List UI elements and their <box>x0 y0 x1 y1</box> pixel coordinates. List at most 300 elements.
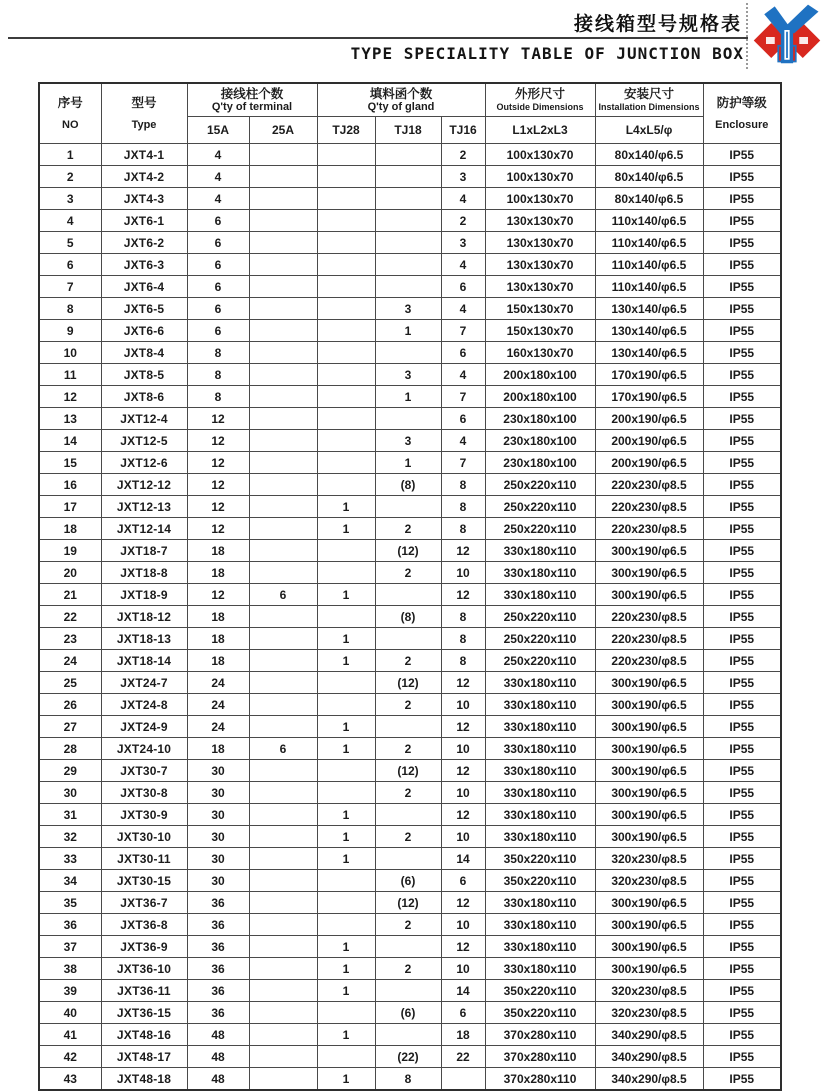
terminal-25a-cell <box>249 870 317 892</box>
col-header-gland-group <box>317 83 485 117</box>
outside-dim-cell: 330x180x110 <box>485 672 595 694</box>
table-row <box>39 276 781 298</box>
type-cell: JXT24-8 <box>101 694 187 716</box>
no-cell: 4 <box>39 210 101 232</box>
gland-tj16-cell: 12 <box>441 760 485 782</box>
gland-tj28-cell: 1 <box>317 804 375 826</box>
enclosure-cell: IP55 <box>703 1068 781 1091</box>
install-dim-cell: 110x140/φ6.5 <box>595 254 703 276</box>
title-divider-line <box>8 37 748 39</box>
terminal-25a-cell <box>249 1002 317 1024</box>
outside-dim-cell: 350x220x110 <box>485 980 595 1002</box>
install-dim-cell: 110x140/φ6.5 <box>595 210 703 232</box>
gland-tj28-cell: 1 <box>317 518 375 540</box>
gland-tj18-cell: 8 <box>375 1068 441 1091</box>
type-cell: JXT18-13 <box>101 628 187 650</box>
type-cell: JXT36-7 <box>101 892 187 914</box>
gland-tj18-cell: 3 <box>375 298 441 320</box>
terminal-15a-cell: 6 <box>187 210 249 232</box>
outside-dim-cell: 100x130x70 <box>485 144 595 166</box>
logo-separator-dotted-line <box>746 3 748 69</box>
type-cell: JXT12-14 <box>101 518 187 540</box>
enclosure-cell: IP55 <box>703 210 781 232</box>
table-row <box>39 386 781 408</box>
gland-tj18-cell <box>375 848 441 870</box>
gland-tj28-cell <box>317 540 375 562</box>
terminal-25a-cell <box>249 782 317 804</box>
install-dim-cell: 80x140/φ6.5 <box>595 144 703 166</box>
terminal-25a-cell <box>249 936 317 958</box>
terminal-15a-cell: 4 <box>187 188 249 210</box>
col-header-15a: 15A <box>187 117 249 144</box>
terminal-25a-cell <box>249 342 317 364</box>
no-cell: 9 <box>39 320 101 342</box>
enclosure-cell: IP55 <box>703 1024 781 1046</box>
terminal-25a-cell <box>249 144 317 166</box>
terminal-25a-cell <box>249 408 317 430</box>
outside-dim-cell: 230x180x100 <box>485 430 595 452</box>
gland-tj16-cell: 3 <box>441 166 485 188</box>
type-cell: JXT6-2 <box>101 232 187 254</box>
outside-dim-cell: 200x180x100 <box>485 364 595 386</box>
outside-dim-cell: 330x180x110 <box>485 892 595 914</box>
gland-tj28-cell <box>317 166 375 188</box>
gland-tj16-cell: 2 <box>441 144 485 166</box>
terminal-15a-cell: 24 <box>187 672 249 694</box>
gland-tj18-cell <box>375 254 441 276</box>
enclosure-cell: IP55 <box>703 738 781 760</box>
enclosure-cell: IP55 <box>703 584 781 606</box>
gland-tj18-cell: 3 <box>375 364 441 386</box>
gland-tj28-cell <box>317 298 375 320</box>
terminal-25a-cell <box>249 716 317 738</box>
col-header-type-cn: 型号 <box>131 95 157 110</box>
gland-tj16-cell: 18 <box>441 1024 485 1046</box>
install-dim-cell: 170x190/φ6.5 <box>595 386 703 408</box>
col-header-enclosure <box>703 83 781 144</box>
terminal-15a-cell: 6 <box>187 320 249 342</box>
gland-tj28-cell: 1 <box>317 1024 375 1046</box>
type-cell: JXT36-11 <box>101 980 187 1002</box>
gland-tj18-cell: 2 <box>375 738 441 760</box>
no-cell: 33 <box>39 848 101 870</box>
install-dim-cell: 200x190/φ6.5 <box>595 452 703 474</box>
type-cell: JXT6-5 <box>101 298 187 320</box>
terminal-15a-cell: 8 <box>187 364 249 386</box>
no-cell: 11 <box>39 364 101 386</box>
terminal-25a-cell <box>249 606 317 628</box>
col-header-tj16: TJ16 <box>441 117 485 144</box>
no-cell: 5 <box>39 232 101 254</box>
table-row <box>39 760 781 782</box>
gland-tj18-cell <box>375 496 441 518</box>
type-cell: JXT30-7 <box>101 760 187 782</box>
outside-dim-cell: 230x180x100 <box>485 452 595 474</box>
gland-tj16-cell: 12 <box>441 892 485 914</box>
terminal-15a-cell: 30 <box>187 760 249 782</box>
col-header-terminal-en: Q'ty of terminal <box>211 101 293 113</box>
terminal-15a-cell: 18 <box>187 738 249 760</box>
table-row <box>39 958 781 980</box>
terminal-15a-cell: 12 <box>187 452 249 474</box>
terminal-25a-cell <box>249 166 317 188</box>
install-dim-cell: 300x190/φ6.5 <box>595 804 703 826</box>
gland-tj28-cell <box>317 144 375 166</box>
outside-dim-cell: 330x180x110 <box>485 914 595 936</box>
install-dim-cell: 340x290/φ8.5 <box>595 1024 703 1046</box>
col-header-no <box>39 83 101 144</box>
gland-tj28-cell <box>317 408 375 430</box>
gland-tj28-cell <box>317 606 375 628</box>
install-dim-cell: 300x190/φ6.5 <box>595 782 703 804</box>
gland-tj16-cell: 8 <box>441 518 485 540</box>
gland-tj16-cell: 12 <box>441 936 485 958</box>
gland-tj18-cell: 2 <box>375 562 441 584</box>
gland-tj16-cell: 4 <box>441 188 485 210</box>
outside-dim-cell: 250x220x110 <box>485 606 595 628</box>
terminal-15a-cell: 30 <box>187 804 249 826</box>
install-dim-cell: 300x190/φ6.5 <box>595 584 703 606</box>
page-title-english: TYPE SPECIALITY TABLE OF JUNCTION BOX <box>350 44 744 63</box>
terminal-25a-cell <box>249 276 317 298</box>
enclosure-cell: IP55 <box>703 826 781 848</box>
install-dim-cell: 320x230/φ8.5 <box>595 980 703 1002</box>
enclosure-cell: IP55 <box>703 188 781 210</box>
gland-tj28-cell <box>317 892 375 914</box>
terminal-25a-cell <box>249 188 317 210</box>
table-row <box>39 342 781 364</box>
enclosure-cell: IP55 <box>703 694 781 716</box>
gland-tj18-cell: (22) <box>375 1046 441 1068</box>
gland-tj28-cell <box>317 562 375 584</box>
no-cell: 32 <box>39 826 101 848</box>
gland-tj18-cell <box>375 584 441 606</box>
col-header-l1xl2xl3: L1xL2xL3 <box>485 117 595 144</box>
enclosure-cell: IP55 <box>703 386 781 408</box>
gland-tj28-cell <box>317 672 375 694</box>
enclosure-cell: IP55 <box>703 474 781 496</box>
gland-tj18-cell: (12) <box>375 672 441 694</box>
type-cell: JXT30-8 <box>101 782 187 804</box>
no-cell: 25 <box>39 672 101 694</box>
terminal-25a-cell <box>249 496 317 518</box>
gland-tj16-cell: 6 <box>441 870 485 892</box>
terminal-25a-cell <box>249 760 317 782</box>
terminal-15a-cell: 4 <box>187 166 249 188</box>
outside-dim-cell: 160x130x70 <box>485 342 595 364</box>
no-cell: 24 <box>39 650 101 672</box>
outside-dim-cell: 330x180x110 <box>485 694 595 716</box>
type-cell: JXT30-11 <box>101 848 187 870</box>
terminal-25a-cell <box>249 1068 317 1091</box>
no-cell: 41 <box>39 1024 101 1046</box>
table-row <box>39 782 781 804</box>
install-dim-cell: 220x230/φ8.5 <box>595 628 703 650</box>
no-cell: 23 <box>39 628 101 650</box>
outside-dim-cell: 230x180x100 <box>485 408 595 430</box>
gland-tj16-cell: 8 <box>441 474 485 496</box>
type-cell: JXT36-15 <box>101 1002 187 1024</box>
install-dim-cell: 300x190/φ6.5 <box>595 716 703 738</box>
terminal-25a-cell <box>249 1046 317 1068</box>
gland-tj18-cell: (12) <box>375 540 441 562</box>
enclosure-cell: IP55 <box>703 254 781 276</box>
col-header-install-cn: 安装尺寸 <box>623 86 674 101</box>
table-row <box>39 188 781 210</box>
terminal-15a-cell: 36 <box>187 980 249 1002</box>
terminal-15a-cell: 8 <box>187 386 249 408</box>
table-row <box>39 716 781 738</box>
table-row <box>39 848 781 870</box>
gland-tj18-cell <box>375 166 441 188</box>
terminal-25a-cell <box>249 672 317 694</box>
no-cell: 19 <box>39 540 101 562</box>
table-row <box>39 562 781 584</box>
enclosure-cell: IP55 <box>703 892 781 914</box>
enclosure-cell: IP55 <box>703 364 781 386</box>
install-dim-cell: 300x190/φ6.5 <box>595 936 703 958</box>
type-cell: JXT24-7 <box>101 672 187 694</box>
enclosure-cell: IP55 <box>703 342 781 364</box>
gland-tj16-cell: 12 <box>441 716 485 738</box>
terminal-25a-cell <box>249 958 317 980</box>
enclosure-cell: IP55 <box>703 408 781 430</box>
gland-tj18-cell <box>375 342 441 364</box>
gland-tj18-cell <box>375 804 441 826</box>
terminal-25a-cell <box>249 452 317 474</box>
col-header-l4xl5-phi: L4xL5/φ <box>595 117 703 144</box>
gland-tj28-cell <box>317 386 375 408</box>
install-dim-cell: 340x290/φ8.5 <box>595 1046 703 1068</box>
gland-tj16-cell: 6 <box>441 408 485 430</box>
col-header-enclosure-cn: 防护等级 <box>716 95 767 110</box>
gland-tj16-cell: 7 <box>441 320 485 342</box>
outside-dim-cell: 370x280x110 <box>485 1024 595 1046</box>
outside-dim-cell: 250x220x110 <box>485 650 595 672</box>
gland-tj16-cell: 12 <box>441 672 485 694</box>
table-row <box>39 364 781 386</box>
junction-box-spec-table <box>38 82 782 1091</box>
terminal-15a-cell: 36 <box>187 892 249 914</box>
terminal-15a-cell: 30 <box>187 826 249 848</box>
table-row <box>39 474 781 496</box>
gland-tj28-cell <box>317 188 375 210</box>
gland-tj16-cell: 14 <box>441 848 485 870</box>
col-header-install-en: Installation Dimensions <box>598 102 700 112</box>
terminal-25a-cell: 6 <box>249 584 317 606</box>
no-cell: 12 <box>39 386 101 408</box>
terminal-25a-cell <box>249 826 317 848</box>
col-header-gland-cn: 填料函个数 <box>369 86 433 101</box>
no-cell: 29 <box>39 760 101 782</box>
gland-tj16-cell: 10 <box>441 958 485 980</box>
gland-tj18-cell: (12) <box>375 892 441 914</box>
gland-tj28-cell <box>317 232 375 254</box>
gland-tj28-cell: 1 <box>317 496 375 518</box>
terminal-15a-cell: 6 <box>187 254 249 276</box>
terminal-15a-cell: 12 <box>187 584 249 606</box>
install-dim-cell: 200x190/φ6.5 <box>595 430 703 452</box>
table-row <box>39 540 781 562</box>
no-cell: 42 <box>39 1046 101 1068</box>
no-cell: 13 <box>39 408 101 430</box>
no-cell: 20 <box>39 562 101 584</box>
no-cell: 38 <box>39 958 101 980</box>
enclosure-cell: IP55 <box>703 430 781 452</box>
enclosure-cell: IP55 <box>703 980 781 1002</box>
gland-tj28-cell <box>317 276 375 298</box>
gland-tj16-cell: 8 <box>441 628 485 650</box>
no-cell: 6 <box>39 254 101 276</box>
terminal-25a-cell <box>249 848 317 870</box>
terminal-25a-cell <box>249 364 317 386</box>
gland-tj16-cell: 2 <box>441 210 485 232</box>
table-row <box>39 936 781 958</box>
gland-tj18-cell: 1 <box>375 452 441 474</box>
no-cell: 28 <box>39 738 101 760</box>
gland-tj16-cell: 4 <box>441 254 485 276</box>
type-cell: JXT4-3 <box>101 188 187 210</box>
no-cell: 8 <box>39 298 101 320</box>
table-row <box>39 1024 781 1046</box>
no-cell: 7 <box>39 276 101 298</box>
install-dim-cell: 200x190/φ6.5 <box>595 408 703 430</box>
outside-dim-cell: 330x180x110 <box>485 958 595 980</box>
install-dim-cell: 300x190/φ6.5 <box>595 958 703 980</box>
outside-dim-cell: 350x220x110 <box>485 1002 595 1024</box>
type-cell: JXT6-4 <box>101 276 187 298</box>
terminal-25a-cell <box>249 298 317 320</box>
type-cell: JXT12-13 <box>101 496 187 518</box>
terminal-15a-cell: 30 <box>187 870 249 892</box>
terminal-15a-cell: 36 <box>187 1002 249 1024</box>
terminal-15a-cell: 48 <box>187 1046 249 1068</box>
gland-tj28-cell <box>317 914 375 936</box>
install-dim-cell: 80x140/φ6.5 <box>595 166 703 188</box>
enclosure-cell: IP55 <box>703 914 781 936</box>
terminal-15a-cell: 18 <box>187 562 249 584</box>
table-row <box>39 430 781 452</box>
terminal-15a-cell: 48 <box>187 1024 249 1046</box>
gland-tj18-cell <box>375 936 441 958</box>
table-row <box>39 826 781 848</box>
terminal-25a-cell <box>249 980 317 1002</box>
gland-tj16-cell: 12 <box>441 584 485 606</box>
enclosure-cell: IP55 <box>703 606 781 628</box>
outside-dim-cell: 250x220x110 <box>485 474 595 496</box>
gland-tj16-cell: 10 <box>441 562 485 584</box>
table-row <box>39 892 781 914</box>
terminal-15a-cell: 36 <box>187 958 249 980</box>
type-cell: JXT36-9 <box>101 936 187 958</box>
terminal-25a-cell: 6 <box>249 738 317 760</box>
no-cell: 15 <box>39 452 101 474</box>
install-dim-cell: 300x190/φ6.5 <box>595 892 703 914</box>
type-cell: JXT18-7 <box>101 540 187 562</box>
install-dim-cell: 300x190/φ6.5 <box>595 914 703 936</box>
terminal-15a-cell: 12 <box>187 474 249 496</box>
no-cell: 31 <box>39 804 101 826</box>
install-dim-cell: 110x140/φ6.5 <box>595 232 703 254</box>
gland-tj28-cell <box>317 254 375 276</box>
table-row <box>39 628 781 650</box>
install-dim-cell: 220x230/φ8.5 <box>595 496 703 518</box>
no-cell: 1 <box>39 144 101 166</box>
install-dim-cell: 110x140/φ6.5 <box>595 276 703 298</box>
company-logo-icon <box>752 2 822 72</box>
gland-tj18-cell: 2 <box>375 650 441 672</box>
table-body <box>39 144 781 1091</box>
outside-dim-cell: 250x220x110 <box>485 518 595 540</box>
table-row <box>39 408 781 430</box>
table-row <box>39 914 781 936</box>
col-header-installation-dimensions <box>595 83 703 117</box>
gland-tj18-cell: (8) <box>375 474 441 496</box>
outside-dim-cell: 330x180x110 <box>485 826 595 848</box>
outside-dim-cell: 330x180x110 <box>485 760 595 782</box>
table-row <box>39 298 781 320</box>
gland-tj18-cell: 2 <box>375 826 441 848</box>
terminal-15a-cell: 36 <box>187 914 249 936</box>
install-dim-cell: 130x140/φ6.5 <box>595 342 703 364</box>
terminal-15a-cell: 8 <box>187 342 249 364</box>
table-row <box>39 650 781 672</box>
gland-tj28-cell <box>317 474 375 496</box>
type-cell: JXT18-8 <box>101 562 187 584</box>
terminal-15a-cell: 4 <box>187 144 249 166</box>
col-header-terminal-group <box>187 83 317 117</box>
terminal-25a-cell <box>249 386 317 408</box>
table-row <box>39 584 781 606</box>
install-dim-cell: 320x230/φ8.5 <box>595 870 703 892</box>
table-row <box>39 1046 781 1068</box>
col-header-tj28: TJ28 <box>317 117 375 144</box>
type-cell: JXT6-1 <box>101 210 187 232</box>
no-cell: 36 <box>39 914 101 936</box>
terminal-15a-cell: 12 <box>187 518 249 540</box>
enclosure-cell: IP55 <box>703 452 781 474</box>
enclosure-cell: IP55 <box>703 276 781 298</box>
gland-tj28-cell: 1 <box>317 936 375 958</box>
gland-tj16-cell: 12 <box>441 804 485 826</box>
table-row <box>39 694 781 716</box>
terminal-15a-cell: 24 <box>187 716 249 738</box>
terminal-15a-cell: 36 <box>187 936 249 958</box>
no-cell: 27 <box>39 716 101 738</box>
table-row <box>39 980 781 1002</box>
col-header-enclosure-en: Enclosure <box>715 119 769 131</box>
table-row <box>39 1068 781 1091</box>
table-row <box>39 518 781 540</box>
type-cell: JXT30-10 <box>101 826 187 848</box>
gland-tj18-cell: 2 <box>375 914 441 936</box>
no-cell: 16 <box>39 474 101 496</box>
gland-tj18-cell: 2 <box>375 518 441 540</box>
gland-tj16-cell: 8 <box>441 606 485 628</box>
gland-tj28-cell: 1 <box>317 650 375 672</box>
outside-dim-cell: 330x180x110 <box>485 540 595 562</box>
terminal-15a-cell: 12 <box>187 408 249 430</box>
no-cell: 17 <box>39 496 101 518</box>
gland-tj18-cell <box>375 628 441 650</box>
gland-tj16-cell <box>441 1068 485 1091</box>
gland-tj16-cell: 6 <box>441 342 485 364</box>
no-cell: 21 <box>39 584 101 606</box>
table-row <box>39 254 781 276</box>
enclosure-cell: IP55 <box>703 232 781 254</box>
enclosure-cell: IP55 <box>703 716 781 738</box>
terminal-15a-cell: 18 <box>187 606 249 628</box>
